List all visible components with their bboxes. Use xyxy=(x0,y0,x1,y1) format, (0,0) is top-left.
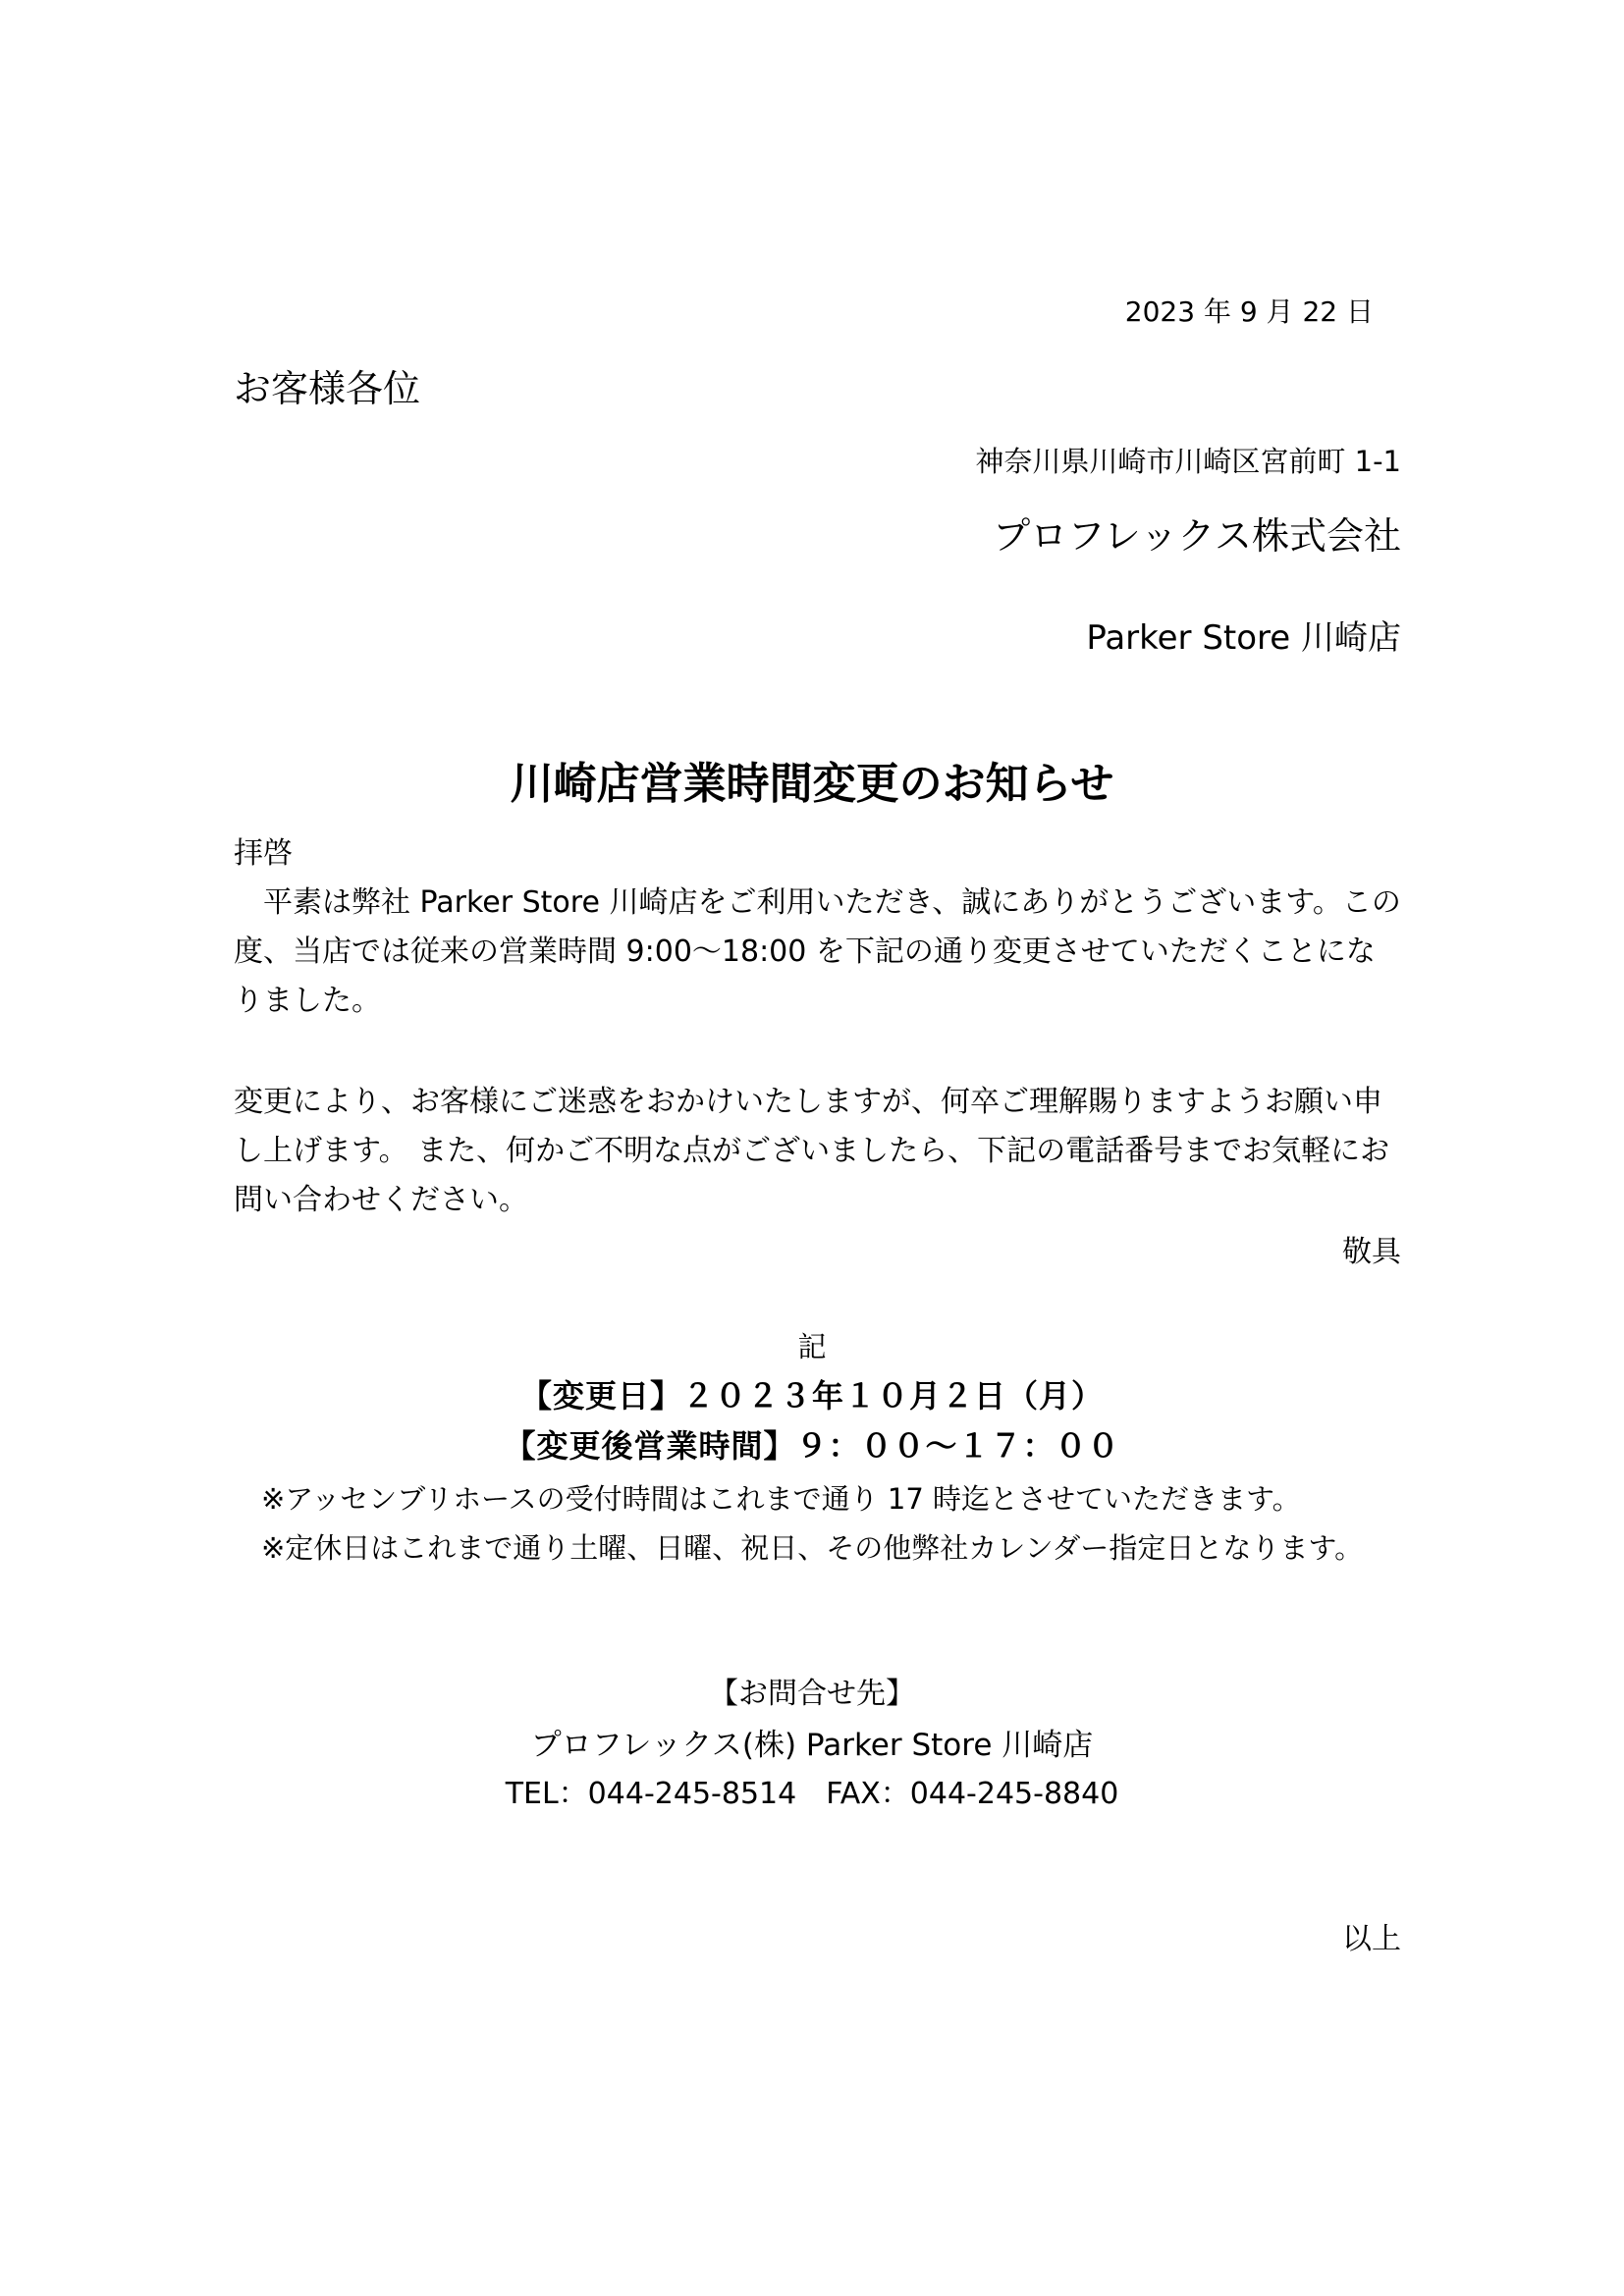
contact-phone: TEL：044-245-8514 FAX：044-245-8840 xyxy=(505,1777,1119,1811)
sender-store: Parker Store 川崎店 xyxy=(1086,618,1401,658)
opening-word: 拝啓 xyxy=(234,836,293,871)
paragraph-1-text: 平素は弊社 Parker Store 川崎店をご利用いただき、誠にありがとうございます。この度、当店では従来の営業時間 9:00～18:00 を下記の通り変更させていただくことになりました。 xyxy=(234,885,1401,1018)
contact-heading: 【お問合せ先】 xyxy=(709,1677,915,1711)
paragraph-2: 変更により、お客様にご迷惑をおかけいたしますが、何卒ご理解賜りますようお願い申し上げます。 また、何かご不明な点がございましたら、下記の電話番号までお気軽にお問い合わせください。 xyxy=(234,1085,1390,1217)
end-word: 以上 xyxy=(1342,1922,1401,1956)
note-holidays: ※定休日はこれまで通り土曜、日曜、祝日、その他弊社カレンダー指定日となります。 xyxy=(261,1531,1364,1565)
paragraph-1 xyxy=(234,879,1402,1026)
contact-name: プロフレックス(株) Parker Store 川崎店 xyxy=(530,1728,1094,1763)
letter-date: 2023 年 9 月 22 日 xyxy=(1124,295,1374,328)
document-title: 川崎店営業時間変更のお知らせ xyxy=(510,759,1114,809)
sender-company: プロフレックス株式会社 xyxy=(993,514,1401,558)
note-reception-hours: ※アッセンブリホースの受付時間はこれまで通り 17 時迄とさせていただきます。 xyxy=(261,1482,1301,1516)
ki-heading: 記 xyxy=(797,1330,827,1363)
change-hours: 【変更後営業時間】９：００～１７：００ xyxy=(504,1427,1120,1465)
salutation: お客様各位 xyxy=(234,367,421,410)
sender-address: 神奈川県川崎市川崎区宮前町 1-1 xyxy=(975,445,1401,478)
change-date: 【変更日】２０２３年１０月２日（月） xyxy=(519,1377,1104,1415)
closing-word: 敬具 xyxy=(1342,1235,1401,1269)
